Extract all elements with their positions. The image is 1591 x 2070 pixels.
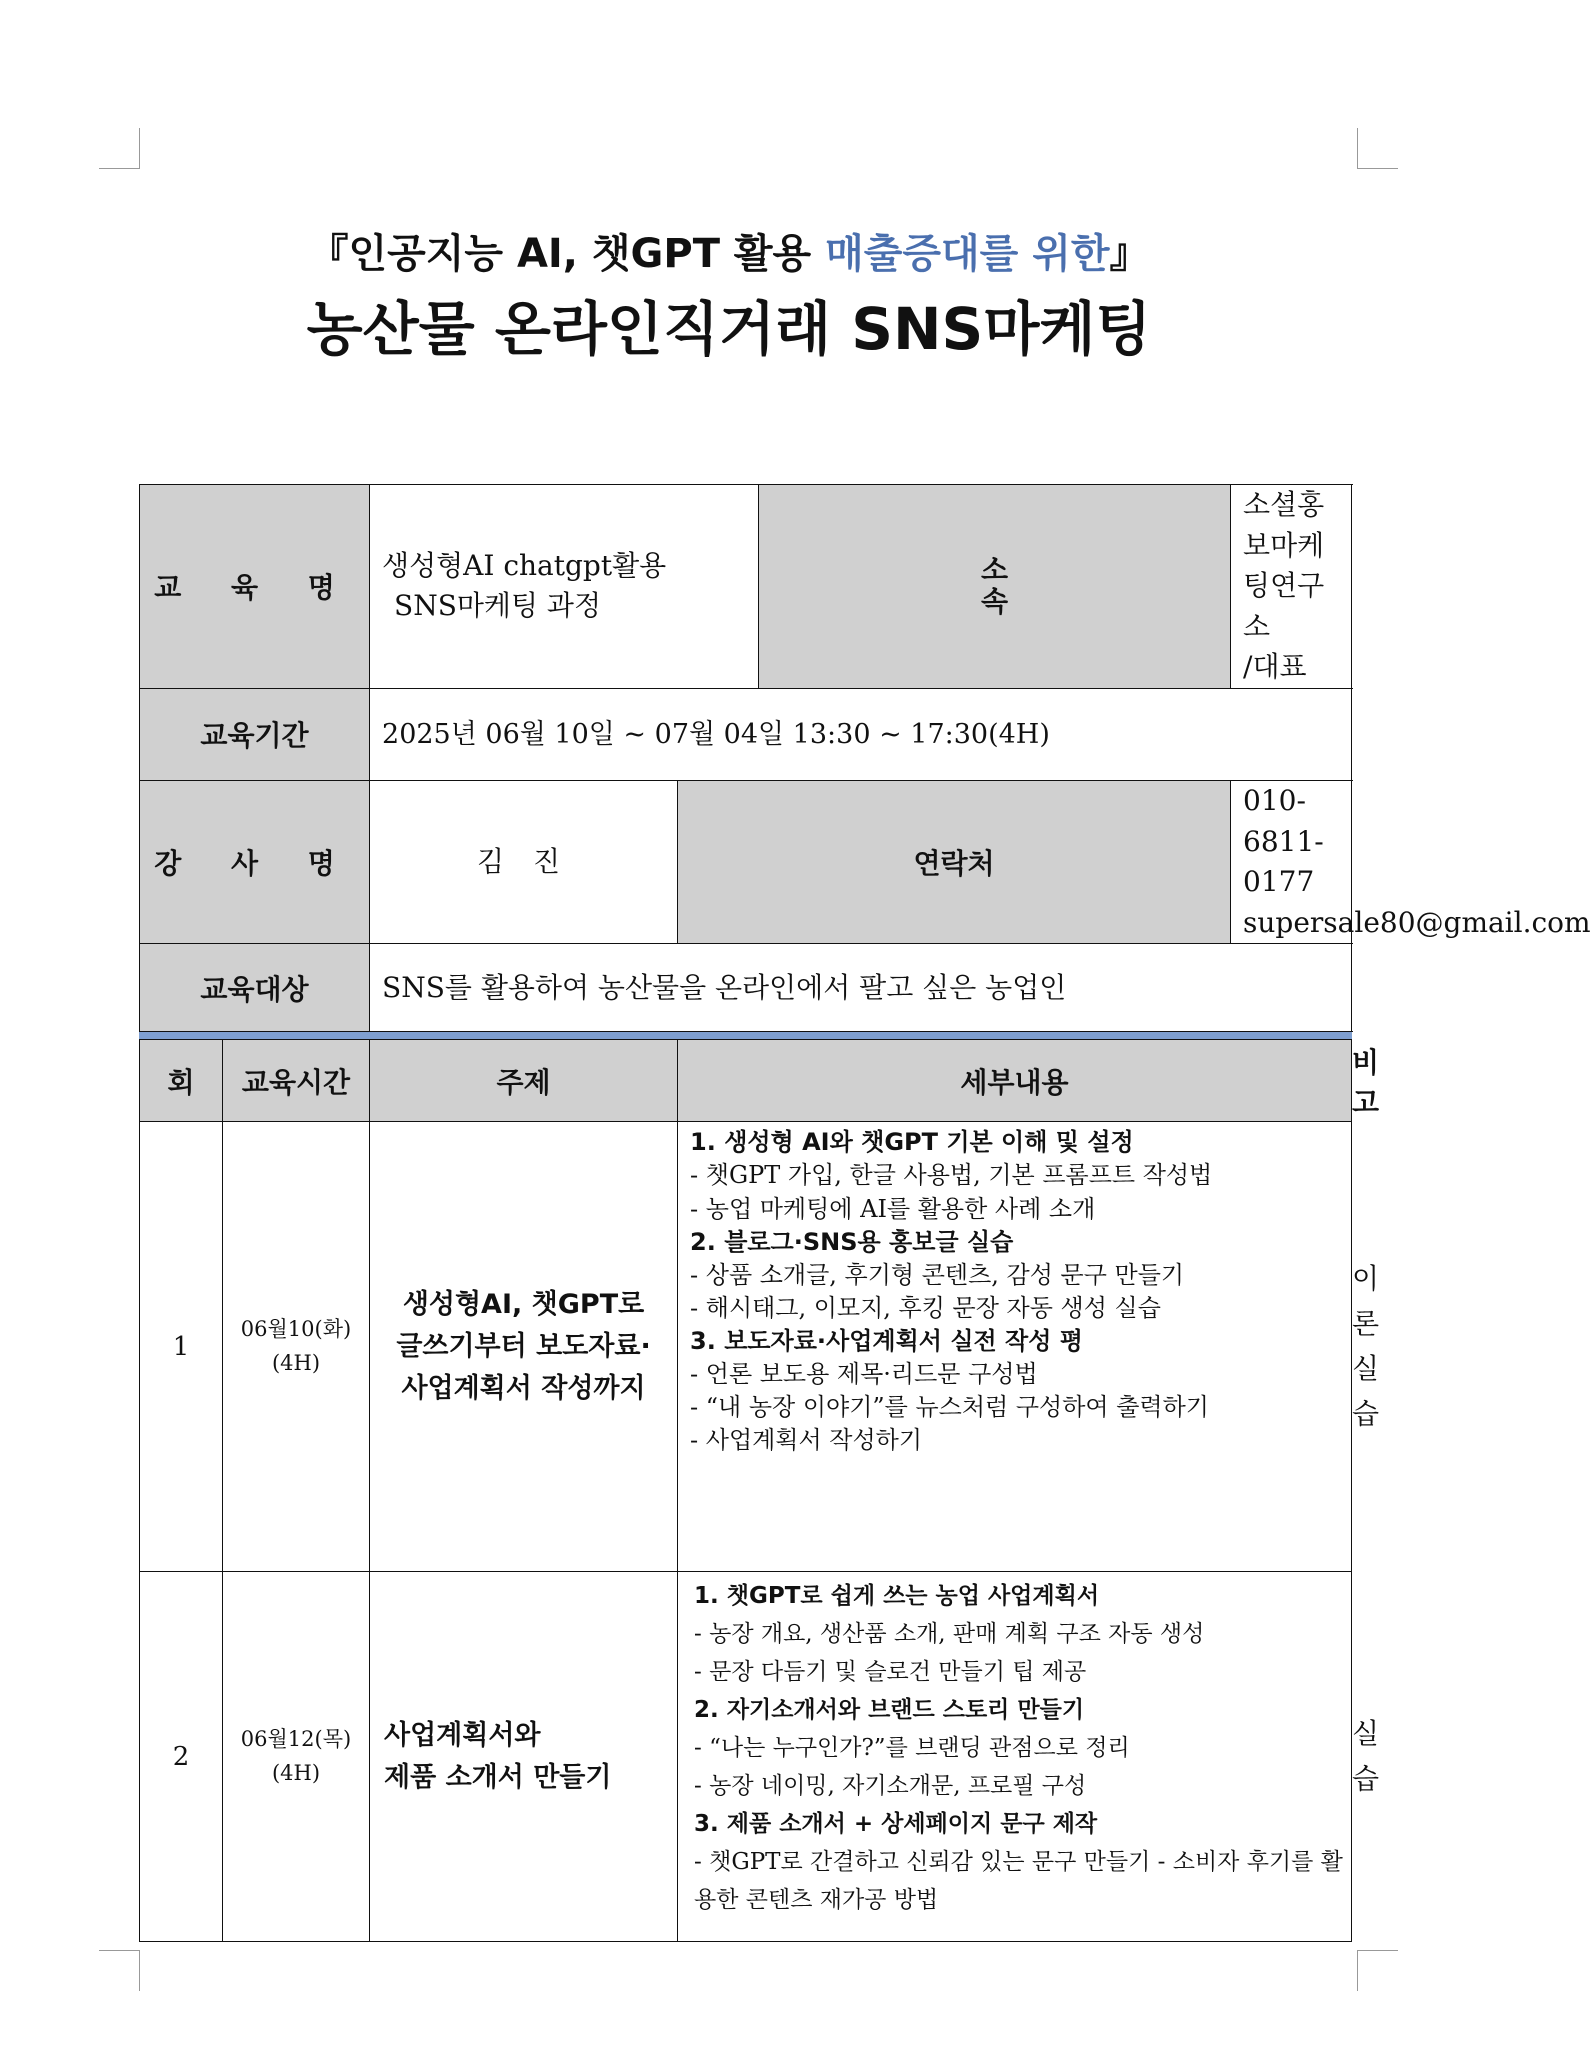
header-session: 회 bbox=[140, 1040, 223, 1122]
header-topic: 주제 bbox=[370, 1040, 678, 1122]
contact-label: 연락처 bbox=[678, 780, 1231, 943]
period-label: 교육기간 bbox=[140, 688, 370, 780]
course-name-label: 교 육 명 bbox=[140, 485, 370, 689]
affiliation-value bbox=[1231, 485, 1352, 689]
period-value: 2025년 06월 10일 ~ 07월 04일 13:30 ~ 17:30(4H) bbox=[370, 688, 1352, 780]
detail-heading: 1. 생성형 AI와 챗GPT 기본 이해 및 설정 bbox=[690, 1128, 1134, 1157]
session-topic: 생성형AI, 챗GPT로 글쓰기부터 보도자료· 사업계획서 작성까지 bbox=[370, 1122, 678, 1572]
instructor-label: 강 사 명 bbox=[140, 780, 370, 943]
course-table bbox=[139, 484, 1591, 1942]
affiliation-label: 소 속 bbox=[759, 485, 1231, 689]
divider-band bbox=[140, 1032, 1352, 1040]
subtitle bbox=[0, 222, 1458, 279]
detail-item: - “내 농장 이야기”를 뉴스처럼 구성하여 출력하기 bbox=[690, 1393, 1209, 1422]
instructor-row bbox=[140, 780, 1352, 943]
subtitle-prefix: 『인공지능 AI, 챗GPT 활용 bbox=[308, 231, 826, 277]
detail-item: - 농장 네이밍, 자기소개문, 프로필 구성 bbox=[694, 1773, 1087, 1800]
session-details bbox=[678, 1572, 1352, 1942]
course-name-line1: 생성형AI chatgpt활용 bbox=[382, 548, 667, 582]
target-label: 교육대상 bbox=[140, 944, 370, 1032]
page-title: 농산물 온라인직거래 SNS마케팅 bbox=[306, 295, 1152, 363]
detail-item: - 사업계획서 작성하기 bbox=[690, 1426, 923, 1455]
contact-email: supersale80@gmail.com bbox=[1243, 905, 1591, 939]
detail-item: - 해시태그, 이모지, 후킹 문장 자동 생성 실습 bbox=[690, 1293, 1161, 1322]
session-date: 06월12(목) (4H) bbox=[223, 1572, 370, 1942]
crop-mark-top-left bbox=[99, 128, 140, 169]
session-row-2: 2 06월12(목) (4H) 사업계획서와 제품 소개서 만들기 1. 챗GPT로 쉽게 쓰는 농업 사업계획서 - 농장 개요, 생산품 소개, 판매 계획 구조 자동 생성 - 문장 다듬기 및 슬로건 만들기 팁 제공 2. 자기소개서와 브랜드 스토리 만들기 - “나는 누구인가?”를 브랜딩 관점으로 정리 - 농장 네이밍, 자기소개문, 프로필 구성 3. 제품 소개서 + 상세페이지 문구 제작 - 챗GPT로 간결하고 신뢰감 있는 문구 만들기 - 소비자 후기를 활용한 콘텐츠 재가공 방법 실습 bbox=[140, 1572, 1352, 1942]
target-row bbox=[140, 944, 1352, 1032]
detail-item: - 상품 소개글, 후기형 콘텐츠, 감성 문구 만들기 bbox=[690, 1260, 1185, 1289]
subtitle-suffix: 』 bbox=[1109, 231, 1150, 277]
detail-item: - 챗GPT로 간결하고 신뢰감 있는 문구 만들기 - 소비자 후기를 활용한 콘텐츠 재가공 방법 bbox=[694, 1848, 1343, 1913]
detail-heading: 3. 보도자료·사업계획서 실전 작성 평 bbox=[690, 1327, 1083, 1355]
header-time: 교육시간 bbox=[223, 1040, 370, 1122]
detail-item: - 농장 개요, 생산품 소개, 판매 계획 구조 자동 생성 bbox=[694, 1621, 1205, 1648]
affiliation-line1: 소셜홍보마케팅연구소 bbox=[1243, 488, 1325, 643]
detail-heading: 3. 제품 소개서 + 상세페이지 문구 제작 bbox=[694, 1810, 1098, 1837]
detail-item: - “나는 누구인가?”를 브랜딩 관점으로 정리 bbox=[694, 1735, 1130, 1762]
session-details bbox=[678, 1122, 1352, 1572]
course-name-row bbox=[140, 485, 1352, 689]
session-row-1: 1 06월10(화) (4H) 생성형AI, 챗GPT로 글쓰기부터 보도자료· 사업계획서 작성까지 1. 생성형 AI와 챗GPT 기본 이해 및 설정 - 챗GPT 가입, 한글 사용법, 기본 프롬프트 작성법 - 농업 마케팅에 AI를 활용한 사례 소개 2. 블로그·SNS용 홍보글 실습 - 상품 소개글, 후기형 콘텐츠, 감성 문구 만들기 - 해시태그, 이모지, 후킹 문장 자동 생성 실습 3. 보도자료·사업계획서 실전 작성 평 - 언론 보도용 제목·리드문 구성법 - “내 농장 이야기”를 뉴스처럼 구성하여 출력하기 - 사업계획서 작성하기 이론 실습 bbox=[140, 1122, 1352, 1572]
crop-mark-bottom-left bbox=[99, 1950, 140, 1991]
contact-value bbox=[1231, 780, 1591, 943]
detail-heading: 1. 챗GPT로 쉽게 쓰는 농업 사업계획서 bbox=[694, 1583, 1100, 1610]
header-details: 세부내용 bbox=[678, 1040, 1352, 1122]
session-number: 1 bbox=[140, 1122, 223, 1572]
contact-phone: 010-6811-0177 bbox=[1243, 783, 1324, 899]
session-topic: 사업계획서와 제품 소개서 만들기 bbox=[370, 1572, 678, 1942]
session-number: 2 bbox=[140, 1572, 223, 1942]
target-value: SNS를 활용하여 농산물을 온라인에서 팔고 싶은 농업인 bbox=[370, 944, 1352, 1032]
instructor-value: 김 진 bbox=[370, 780, 678, 943]
session-date: 06월10(화) (4H) bbox=[223, 1122, 370, 1572]
affiliation-line2: /대표 bbox=[1243, 650, 1307, 684]
detail-heading: 2. 블로그·SNS용 홍보글 실습 bbox=[690, 1227, 1014, 1256]
detail-item: - 문장 다듬기 및 슬로건 만들기 팁 제공 bbox=[694, 1659, 1087, 1686]
crop-mark-top-right bbox=[1357, 128, 1398, 169]
detail-heading: 2. 자기소개서와 브랜드 스토리 만들기 bbox=[694, 1697, 1085, 1724]
detail-item: - 언론 보도용 제목·리드문 구성법 bbox=[690, 1360, 1038, 1389]
detail-item: - 농업 마케팅에 AI를 활용한 사례 소개 bbox=[690, 1194, 1096, 1223]
schedule-header-row: 회 교육시간 주제 세부내용 비고 bbox=[140, 1040, 1352, 1122]
detail-item: - 챗GPT 가입, 한글 사용법, 기본 프롬프트 작성법 bbox=[690, 1161, 1213, 1190]
course-name-line2: SNS마케팅 과정 bbox=[394, 589, 602, 623]
course-name-value bbox=[370, 485, 759, 689]
period-row bbox=[140, 688, 1352, 780]
crop-mark-bottom-right bbox=[1357, 1950, 1398, 1991]
subtitle-highlight: 매출증대를 위한 bbox=[825, 231, 1110, 277]
